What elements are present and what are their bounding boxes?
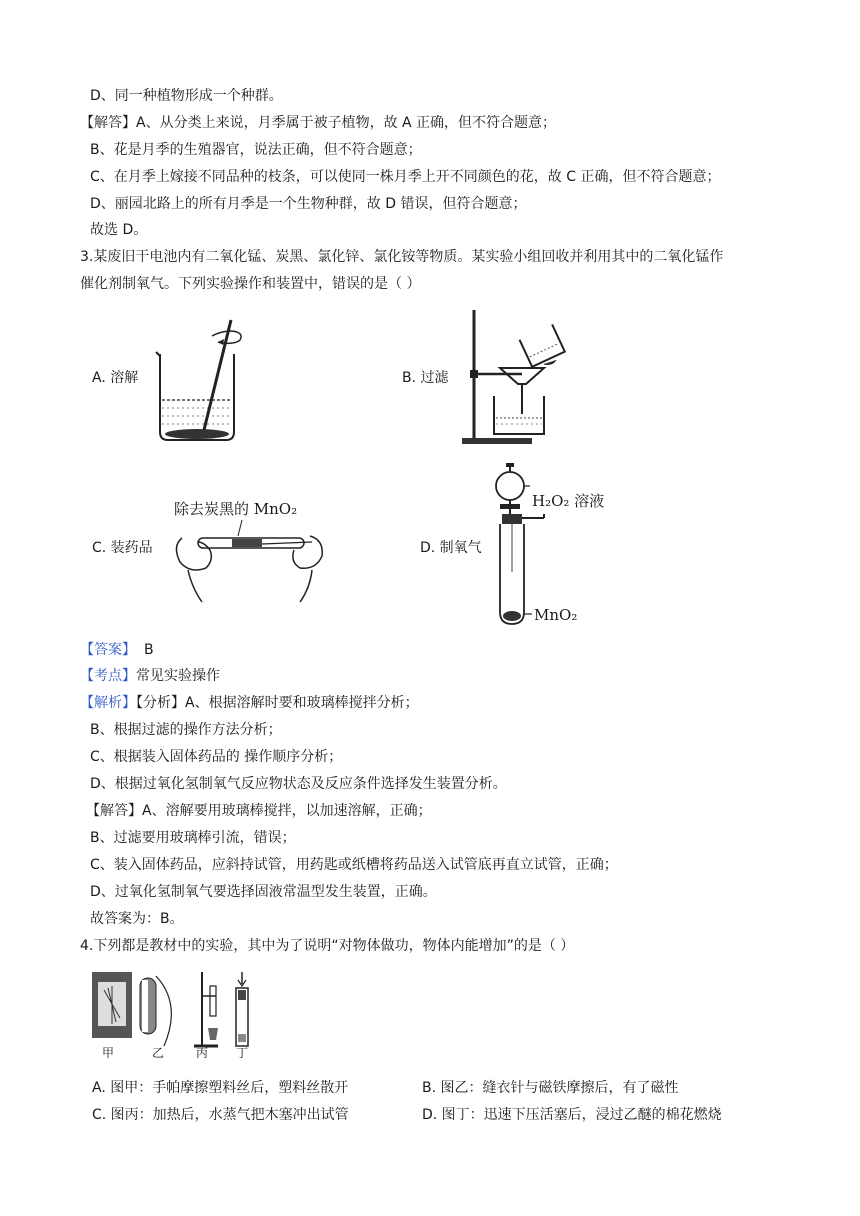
- q3-option-b-label: B. 过滤: [402, 370, 449, 386]
- loading-reagent-figure: [162, 490, 338, 608]
- fig-label-bing: 丙: [196, 1046, 209, 1060]
- q2-answer-c: C、在月季上嫁接不同品种的枝条，可以使同一株月季上开不同颜色的花，故 C 正确，但不符合题意；: [90, 169, 721, 185]
- q2-answer-b: B、花是月季的生殖器官，说法正确，但不符合题意；: [90, 142, 422, 158]
- kaodian-value: 常见实验操作: [136, 668, 220, 684]
- q2-answer-d: D、丽园北路上的所有月季是一个生物种群，故 D 错误，但符合题意；: [90, 196, 527, 212]
- solution-d: D、过氧化氢制氧气要选择固液常温型发生装置，正确。: [90, 884, 437, 900]
- q4-stem: 4.下列都是教材中的实验，其中为了说明“对物体做功，物体内能增加”的是（ ）: [80, 938, 575, 954]
- oxygen-generation-figure: [486, 462, 616, 632]
- q3-conclusion: 故答案为：B。: [90, 911, 184, 927]
- q3-stem-line1: 3.某废旧干电池内有二氧化锰、炭黑、氯化锌、氯化铵等物质。某实验小组回收并利用其中的二氧化锰作: [80, 249, 724, 265]
- q4-option-c: C. 图丙：加热后，水蒸气把木塞冲出试管: [92, 1107, 349, 1123]
- dissolving-figure: [146, 312, 258, 444]
- reagent-caption: 除去炭黑的 MnO₂: [174, 500, 298, 518]
- answer-label: 【解答】: [80, 115, 136, 131]
- q4-option-d: D. 图丁：迅速下压活塞后，浸过乙醚的棉花燃烧: [422, 1107, 722, 1123]
- solution-b: B、过滤要用玻璃棒引流，错误；: [90, 830, 296, 846]
- q2-answer-a-text: A、从分类上来说，月季属于被子植物，故 A 正确，但不符合题意；: [136, 115, 557, 131]
- q2-option-d: D、同一种植物形成一个种群。: [90, 88, 283, 104]
- answer-value: B: [144, 642, 154, 658]
- fig-label-jia: 甲: [102, 1046, 115, 1060]
- q2-conclusion: 故选 D。: [90, 222, 148, 238]
- mno2-label: MnO₂: [534, 606, 578, 624]
- answer-tag: 【答案】: [80, 642, 136, 658]
- q3-option-c-label: C. 装药品: [92, 540, 153, 556]
- q3-option-d-label: D. 制氧气: [420, 540, 482, 556]
- fig-label-ding: 丁: [236, 1046, 249, 1060]
- solution-a: 【解答】A、溶解要用玻璃棒搅拌，以加速溶解，正确；: [86, 803, 432, 819]
- q4-experiments-figure: [90, 968, 258, 1064]
- kaodian-tag: 【考点】: [80, 668, 136, 684]
- filtration-figure: [460, 304, 574, 448]
- analysis-b: B、根据过滤的操作方法分析；: [90, 722, 282, 738]
- fig-label-yi: 乙: [152, 1046, 165, 1060]
- q3-answer: [80, 640, 154, 660]
- q3-stem-line2: 催化剂制氧气。下列实验操作和装置中，错误的是（ ）: [80, 276, 421, 292]
- q3-jiexi: [80, 693, 419, 713]
- q4-option-a: A. 图甲：手帕摩擦塑料丝后，塑料丝散开: [92, 1080, 349, 1096]
- solution-c: C、装入固体药品，应斜持试管，用药匙或纸槽将药品送入试管底再直立试管，正确；: [90, 857, 618, 873]
- analysis-a: 【分析】A、根据溶解时要和玻璃棒搅拌分析；: [136, 695, 419, 711]
- analysis-d: D、根据过氧化氢制氧气反应物状态及反应条件选择发生装置分析。: [90, 776, 507, 792]
- q4-option-b: B. 图乙：缝衣针与磁铁摩擦后，有了磁性: [422, 1080, 679, 1096]
- jiexi-tag: 【解析】: [80, 695, 136, 711]
- analysis-c: C、根据装入固体药品的 操作顺序分析；: [90, 749, 343, 765]
- q3-option-a-label: A. 溶解: [92, 370, 139, 386]
- q3-kaodian: [80, 666, 220, 686]
- q2-answer-a: [80, 113, 556, 133]
- h2o2-label: H₂O₂ 溶液: [532, 492, 605, 510]
